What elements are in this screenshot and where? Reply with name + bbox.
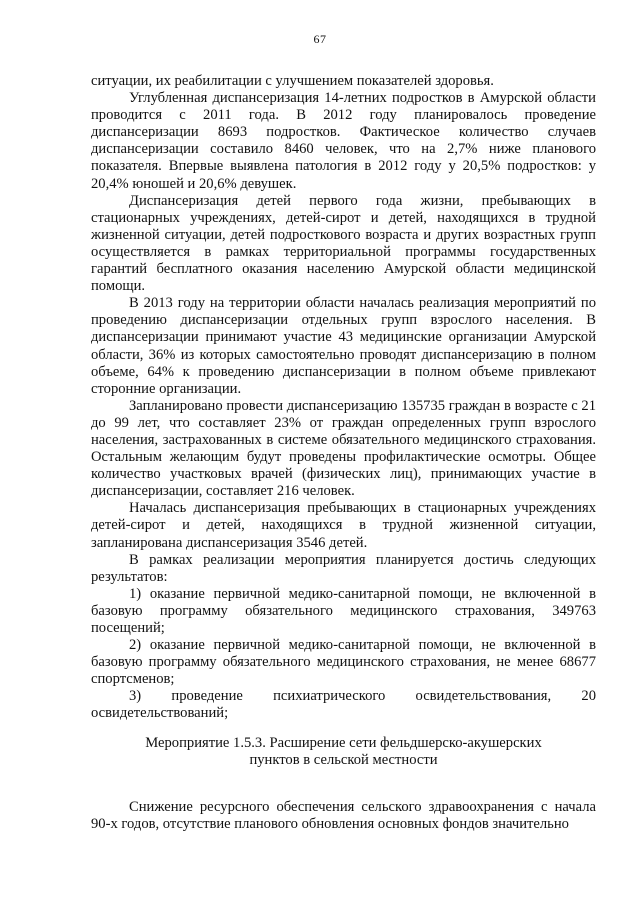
page-number: 67	[313, 32, 327, 46]
paragraph-expected-results: В рамках реализации мероприятия планируется достичь следующих результатов:	[91, 551, 596, 585]
paragraph-orphan-screening: Началась диспансеризация пребывающих в стационарных учреждениях детей-сирот и детей, находящихся в трудной жизненной ситуации, запланирована диспансеризация 3546 детей.	[91, 500, 596, 551]
paragraph-adult-screening: В 2013 году на территории области началась реализация мероприятий по проведению диспансеризации отдельных групп взрослого населения. В диспансеризации принимают участие 43 медицинские организации Амурской области, 36% из которых самостоятельно проводят диспансеризацию в полном объеме, 64% к проведению диспансеризации в полном объеме привлекают сторонние организации.	[91, 295, 596, 397]
paragraph-adolescent-screening: Углубленная диспансеризация 14-летних подростков в Амурской области проводится с 2011 года. В 2012 году планировалось проведение диспансеризации 8693 подростков. Фактическое количество случаев диспансеризации составило 8460 человек, что на 2,7% ниже планового показателя. Впервые выявлена патология в 2012 году у 20,5% подростков: у 20,4% юношей и 20,6% девушек.	[91, 90, 596, 192]
paragraph-planned-screening: Запланировано провести диспансеризацию 135735 граждан в возрасте с 21 до 99 лет, что составляет 23% от граждан определенных групп взрослого населения, застрахованных в системе обязательного медицинского страхования. Остальным желающим будут проведены профилактические осмотры. Общее количество участковых врачей (физических лиц), принимающих участие в диспансеризации, составляет 216 человек.	[91, 397, 596, 500]
paragraph-child-screening: Диспансеризация детей первого года жизни, пребывающих в стационарных учреждениях, детей-сирот и детей, находящихся в трудной жизненной ситуации, детей подросткового возраста и других возрастных групп осуществляется в рамках территориальной программы государственных гарантий бесплатного оказания населению Амурской области медицинской помощи.	[91, 192, 596, 295]
list-item-result-3: 3) проведение психиатрического освидетельствования, 20 освидетельствований;	[91, 688, 596, 722]
section-heading	[91, 735, 596, 769]
paragraph-continuation: ситуации, их реабилитации с улучшением показателей здоровья.	[91, 73, 494, 89]
list-item-result-2: 2) оказание первичной медико-санитарной помощи, не включенной в базовую программу обязательного медицинского страхования, не менее 68677 спортсменов;	[91, 637, 596, 688]
paragraph-rural-healthcare: Снижение ресурсного обеспечения сельского здравоохранения с начала 90-х годов, отсутствие планового обновления основных фондов значительно	[91, 798, 596, 832]
document-body	[91, 73, 596, 833]
section-heading-line-2: пунктов в сельской местности	[249, 751, 438, 768]
list-item-result-1: 1) оказание первичной медико-санитарной помощи, не включенной в базовую программу обязательного медицинского страхования, 349763 посещений;	[91, 585, 596, 636]
section-heading-line-1: Мероприятие 1.5.3. Расширение сети фельдшерско-акушерских	[145, 734, 542, 751]
